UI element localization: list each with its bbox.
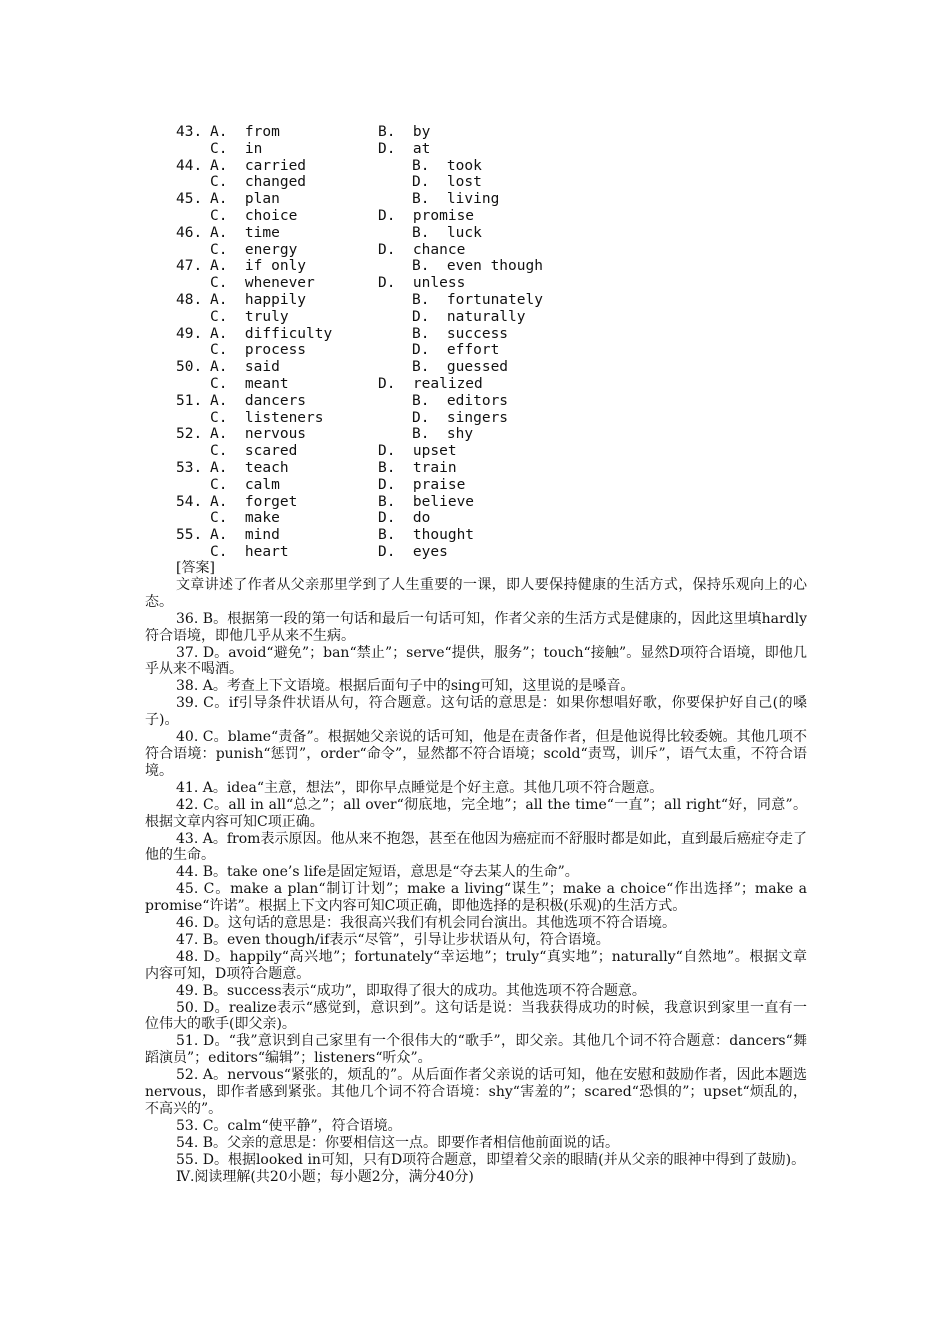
option-left: C. truly: [210, 308, 289, 325]
option-left: A. nervous: [210, 426, 307, 443]
option-right: B. by: [378, 124, 431, 140]
explanation-paragraph: Ⅳ.阅读理解(共20小题；每小题2分，满分40分): [176, 1168, 474, 1185]
option-left: A. plan: [210, 191, 280, 208]
question-number: 47.: [176, 258, 203, 275]
explanation-paragraph: 54. B。父亲的意思是：你要相信这一点。即要作者相信他前面说的话。: [176, 1134, 620, 1151]
option-left: A. carried: [210, 157, 307, 174]
option-left: A. dancers: [210, 392, 307, 409]
option-row: [176, 426, 736, 443]
option-right: B. believe: [378, 493, 475, 510]
question-number: 46.: [176, 224, 203, 241]
option-row: [176, 292, 736, 309]
option-row: [176, 141, 736, 158]
question-number: 44.: [176, 157, 203, 174]
option-left: C. scared: [210, 443, 298, 460]
option-right: B. even though: [412, 258, 543, 275]
option-right: D. unless: [378, 275, 466, 292]
option-right: D. do: [378, 510, 431, 527]
explanation-paragraph: 文章讲述了作者从父亲那里学到了人生重要的一课，即人要保持健康的生活方式，保持乐观向上的心态。: [145, 576, 807, 610]
option-row: [176, 242, 736, 259]
option-right: B. success: [412, 325, 509, 342]
question-number: 52.: [176, 426, 203, 443]
explanation-paragraph: 45. C。make a plan“制订计划”；make a living“谋生”；make a choice“作出选择”；make a promise“许诺”。根据上下文内容可知C项正确，即他选择的是积极(乐观)的生活方式。: [145, 881, 807, 915]
option-left: C. in: [210, 140, 263, 157]
option-right: D. eyes: [378, 543, 448, 560]
option-row: [176, 376, 736, 393]
question-number: 43.: [176, 124, 203, 140]
option-left: C. calm: [210, 476, 280, 493]
option-left: C. make: [210, 510, 280, 527]
option-right: D. naturally: [412, 308, 526, 325]
option-row: [176, 208, 736, 225]
explanation-paragraph: 39. C。if引导条件状语从句，符合题意。这句话的意思是：如果你想唱好歌，你要保护好自己(的嗓子)。: [145, 695, 807, 729]
explanation-paragraph: 38. A。考查上下文语境。根据后面句子中的sing可知，这里说的是嗓音。: [176, 678, 635, 695]
option-right: B. editors: [412, 392, 509, 409]
option-right: B. train: [378, 459, 457, 476]
explanation-paragraph: 49. B。success表示“成功”，即取得了很大的成功。其他选项不符合题意。: [176, 982, 646, 999]
question-number: 54.: [176, 493, 203, 510]
question-number: 48.: [176, 291, 203, 308]
option-left: C. process: [210, 342, 307, 359]
option-row: [176, 174, 736, 191]
explanation-paragraph: 46. D。这句话的意思是：我很高兴我们有机会同台演出。其他选项不符合语境。: [176, 915, 676, 932]
explanation-paragraph: 52. A。nervous“紧张的，烦乱的”。从后面作者父亲说的话可知，他在安慰和鼓励作者，因此本题选nervous，即作者感到紧张。其他几个词不符合语境：shy“害羞的”；scared“恐惧的”；upset“烦乱的，不高兴的”。: [145, 1067, 807, 1117]
option-row: [176, 527, 736, 544]
option-left: C. changed: [210, 174, 307, 191]
option-row: [176, 359, 736, 376]
option-right: D. at: [378, 140, 431, 157]
option-row: [176, 494, 736, 511]
explanation-paragraph: 42. C。all in all“总之”；all over“彻底地，完全地”；all the time“一直”；all right“好，同意”。根据文章内容可知C项正确。: [145, 796, 807, 830]
explanation-paragraph: 47. B。even though/if表示“尽管”，引导让步状语从句，符合语境。: [176, 931, 610, 948]
option-right: D. realized: [378, 375, 483, 392]
option-left: C. listeners: [210, 409, 324, 426]
option-left: C. meant: [210, 375, 289, 392]
option-right: D. promise: [378, 207, 475, 224]
question-number: 50.: [176, 359, 203, 376]
question-number: 49.: [176, 325, 203, 342]
option-row: [176, 326, 736, 343]
option-row: [176, 309, 736, 326]
explanation-paragraph: 55. D。根据looked in可知，只有D项符合题意，即望着父亲的眼睛(并从父亲的眼神中得到了鼓励)。: [176, 1151, 806, 1168]
answer-options-list: [176, 124, 736, 561]
option-row: [176, 342, 736, 359]
option-left: A. happily: [210, 291, 307, 308]
option-right: D. upset: [378, 443, 457, 460]
option-left: A. if only: [210, 258, 307, 275]
option-row: [176, 544, 736, 561]
option-row: [176, 275, 736, 292]
option-right: D. chance: [378, 241, 466, 258]
explanation-paragraph: 36. B。根据第一段的第一句话和最后一句话可知，作者父亲的生活方式是健康的，因此这里填hardly符合语境，即他几乎从来不生病。: [145, 610, 807, 644]
question-number: 51.: [176, 392, 203, 409]
option-row: [176, 410, 736, 427]
option-row: [176, 258, 736, 275]
question-number: 53.: [176, 459, 203, 476]
option-row: [176, 225, 736, 242]
option-row: [176, 510, 736, 527]
option-right: B. luck: [412, 224, 482, 241]
answer-explanations: [145, 560, 807, 1186]
explanation-paragraph: 41. A。idea“主意，想法”，即你早点睡觉是个好主意。其他几项不符合题意。: [176, 779, 664, 796]
option-left: A. from: [210, 124, 280, 140]
explanation-paragraph: 37. D。avoid“避免”；ban“禁止”；serve“提供，服务”；touch“接触”。显然D项符合语境，即他几乎从来不喝酒。: [145, 644, 807, 678]
explanation-paragraph: 53. C。calm“使平静”，符合语境。: [176, 1117, 402, 1134]
option-right: D. lost: [412, 174, 482, 191]
option-left: C. energy: [210, 241, 298, 258]
explanation-paragraph: 51. D。“我”意识到自己家里有一个很伟大的“歌手”，即父亲。其他几个词不符合题意：dancers“舞蹈演员”；editors“编辑”；listeners“听众”。: [145, 1033, 807, 1067]
option-row: [176, 443, 736, 460]
option-left: C. heart: [210, 543, 289, 560]
option-row: [176, 124, 736, 141]
option-left: A. difficulty: [210, 325, 333, 342]
option-right: B. thought: [378, 527, 475, 544]
option-row: [176, 191, 736, 208]
option-row: [176, 158, 736, 175]
explanation-paragraph: 50. D。realize表示“感觉到，意识到”。这句话是说：当我获得成功的时候，我意识到家里一直有一位伟大的歌手(即父亲)。: [145, 999, 807, 1033]
option-left: C. whenever: [210, 275, 315, 292]
option-left: A. said: [210, 359, 280, 376]
option-right: B. living: [412, 191, 500, 208]
explanation-paragraphs: [145, 577, 807, 1186]
option-right: D. praise: [378, 476, 466, 493]
option-right: B. fortunately: [412, 291, 543, 308]
explanation-paragraph: 48. D。happily“高兴地”；fortunately“幸运地”；truly“真实地”；naturally“自然地”。根据文章内容可知，D项符合题意。: [145, 948, 807, 982]
explanation-paragraph: 40. C。blame“责备”。根据她父亲说的话可知，他是在责备作者，但是他说得比较委婉。其他几项不符合语境：punish“惩罚”，order“命令”，显然都不符合语境；scold“责骂，训斥”，语气太重，不符合语境。: [145, 729, 807, 779]
answer-heading: [答案]: [176, 560, 215, 576]
explanation-paragraph: 43. A。from表示原因。他从来不抱怨，甚至在他因为癌症而不舒服时都是如此，直到最后癌症夺走了他的生命。: [145, 830, 807, 864]
option-right: D. singers: [412, 409, 509, 426]
option-left: A. forget: [210, 493, 298, 510]
option-right: D. effort: [412, 342, 500, 359]
explanation-paragraph: 44. B。take one’s life是固定短语，意思是“夺去某人的生命”。: [176, 864, 579, 881]
question-number: 45.: [176, 191, 203, 208]
question-number: 55.: [176, 527, 203, 544]
option-row: [176, 460, 736, 477]
option-left: A. teach: [210, 459, 289, 476]
option-left: A. mind: [210, 527, 280, 544]
option-row: [176, 393, 736, 410]
option-row: [176, 477, 736, 494]
option-right: B. guessed: [412, 359, 509, 376]
option-left: C. choice: [210, 207, 298, 224]
option-right: B. shy: [412, 426, 474, 443]
option-left: A. time: [210, 224, 280, 241]
option-right: B. took: [412, 157, 482, 174]
